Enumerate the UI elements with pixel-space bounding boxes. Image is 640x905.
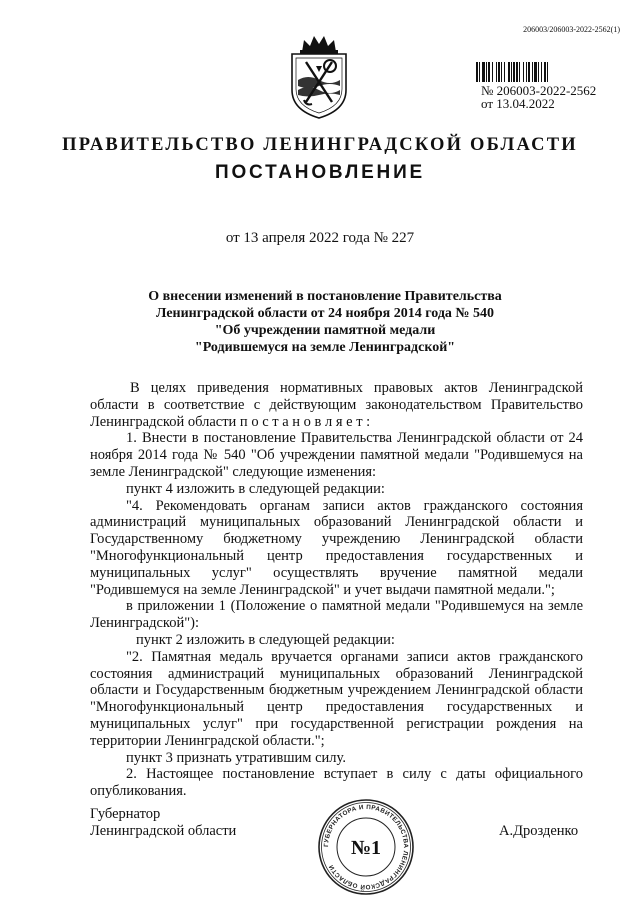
document-body	[90, 380, 583, 800]
signatory-name: А.Дрозденко	[499, 823, 579, 839]
coat-of-arms-icon	[288, 32, 350, 120]
paragraph-instruction: пункт 4 изложить в следующей редакции:	[126, 480, 385, 497]
stamp-ring-text: ГУБЕРНАТОРА И ПРАВИТЕЛЬСТВА ЛЕНИНГРАДСКОЙ ОБЛАСТИ	[322, 803, 410, 891]
government-title: ПРАВИТЕЛЬСТВО ЛЕНИНГРАДСКОЙ ОБЛАСТИ	[62, 135, 578, 155]
barcode-bar	[548, 62, 549, 82]
stamp-number: №1	[350, 837, 382, 859]
signatory-title-line: Губернатор	[90, 806, 161, 822]
paragraph-preamble: В целях приведения нормативных правовых актов Ленинградской области в соответствие с действующим законодательством Правительство Ленинградской области п о с т а н о в л я е т :	[90, 380, 583, 430]
paragraph-repeal: пункт 3 признать утратившим силу.	[126, 749, 346, 766]
document-type: ПОСТАНОВЛЕНИЕ	[214, 162, 426, 183]
document-id: 206003/206003-2022-2562(1)	[523, 25, 620, 34]
subject-line: О внесении изменений в постановление Правительства	[148, 289, 502, 304]
signatory-title	[90, 806, 236, 840]
official-stamp	[316, 797, 416, 897]
registration-info	[481, 84, 596, 110]
subject-line: "Об учреждении памятной медали	[214, 323, 436, 338]
paragraph-quote-2: "2. Памятная медаль вручается органами записи актов гражданского состояния администраций муниципальных образований Ленинградской области и Государственным бюджетным учреждением Ленинградской области "Многофункциональный центр предоставления государственных и муниципальных услуг" при государственной регистрации рождения на территории Ленинградской области.";	[90, 648, 583, 749]
paragraph-item-2: 2. Настоящее постановление вступает в силу с даты официального опубликования.	[90, 766, 583, 800]
paragraph-instruction: пункт 2 изложить в следующей редакции:	[136, 631, 395, 648]
barcode	[476, 62, 578, 82]
paragraph-item-1: 1. Внести в постановление Правительства Ленинградской области от 24 ноября 2014 года № 540 "Об учреждении памятной медали "Родившемуся на земле Ленинградской" следующие изменения:	[90, 430, 583, 480]
paragraph-appendix: в приложении 1 (Положение о памятной медали "Родившемуся на земле Ленинградской"):	[90, 598, 583, 632]
subject-line: "Родившемуся на земле Ленинградской"	[194, 340, 456, 355]
document-subject	[80, 288, 570, 356]
paragraph-quote-4: "4. Рекомендовать органам записи актов гражданского состояния администраций муниципальных образований Ленинградской области и Государственному бюджетному учреждению Ленинградской области "Многофункциональный центр предоставления государственных и муниципальных услуг" осуществлять вручение памятной медали "Родившемуся на земле Ленинградской" и учет выдачи памятной медали.";	[90, 497, 583, 598]
registration-date: от 13.04.2022	[481, 96, 555, 111]
registration-number: № 206003-2022-2562	[481, 83, 597, 98]
document-date-number: от 13 апреля 2022 года № 227	[225, 230, 415, 246]
signatory-title-line: Ленинградской области	[90, 822, 237, 839]
subject-line: Ленинградской области от 24 ноября 2014 года № 540	[156, 306, 494, 321]
